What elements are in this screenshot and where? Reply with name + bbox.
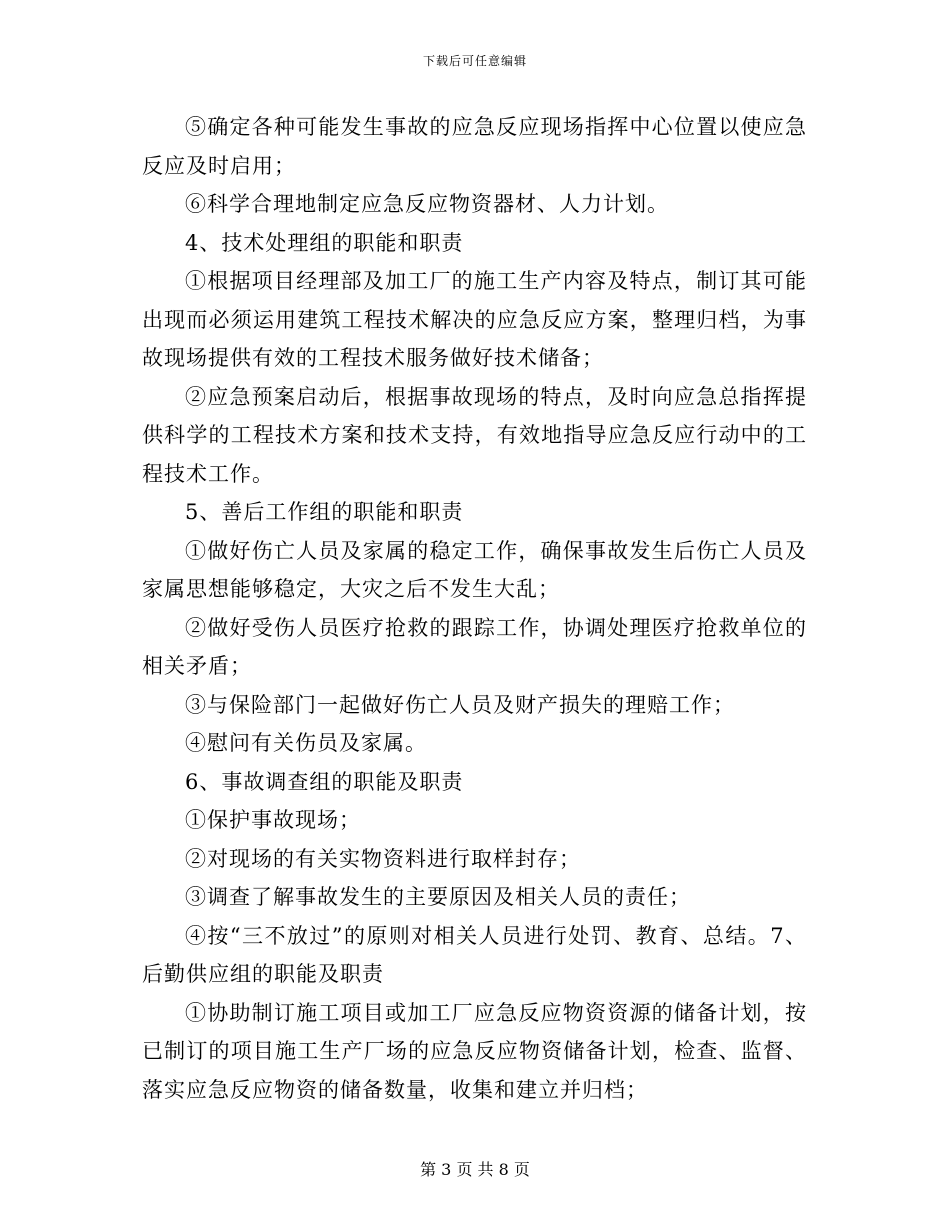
section-heading-5: 5、善后工作组的职能和职责 <box>185 500 464 524</box>
paragraph-12: ①保护事故现场； <box>185 808 361 832</box>
paragraph-1: ⑤确定各种可能发生事故的应急反应现场指挥中心位置以使应急反应及时启用； <box>142 115 807 178</box>
paragraph-9: ③与保险部门一起做好伤亡人员及财产损失的理赔工作； <box>185 692 735 717</box>
paragraph-15: ④按“三不放过”的原则对相关人员进行处罚、教育、总结。7、后勤供应组的职能及职责 <box>142 923 807 986</box>
section-heading-6: 6、事故调查组的职能及职责 <box>185 769 464 794</box>
paragraph-10: ④慰问有关伤员及家属。 <box>185 731 427 755</box>
page-header: 下载后可任意编辑 <box>422 54 527 68</box>
paragraph-8: ②做好受伤人员医疗抢救的跟踪工作，协调处理医疗抢救单位的相关矛盾； <box>142 615 807 678</box>
paragraph-16: ①协助制订施工项目或加工厂应急反应物资资源的储备计划，按已制订的项目施工生产厂场的应急反应物资储备计划，检查、监督、落实应急反应物资的储备数量，收集和建立并归档； <box>142 1000 807 1102</box>
paragraph-4: ①根据项目经理部及加工厂的施工生产内容及特点，制订其可能出现而必须运用建筑工程技术解决的应急反应方案，整理归档，为事故现场提供有效的工程技术服务做好技术储备； <box>142 269 807 370</box>
paragraph-14: ③调查了解事故发生的主要原因及相关人员的责任； <box>185 885 691 909</box>
paragraph-13: ②对现场的有关实物资料进行取样封存； <box>185 846 581 871</box>
paragraph-7: ①做好伤亡人员及家属的稳定工作，确保事故发生后伤亡人员及家属思想能够稳定，大灾之后不发生大乱； <box>142 538 807 601</box>
document-body <box>142 108 807 1109</box>
paragraph-5: ②应急预案启动后，根据事故现场的特点，及时向应急总指挥提供科学的工程技术方案和技术支持，有效地指导应急反应行动中的工程技术工作。 <box>142 384 807 486</box>
paragraph-2: ⑥科学合理地制定应急反应物资器材、人力计划。 <box>185 192 669 216</box>
page-footer: 第 3 页 共 8 页 <box>420 1160 530 1179</box>
section-heading-4: 4、技术处理组的职能和职责 <box>185 230 464 255</box>
